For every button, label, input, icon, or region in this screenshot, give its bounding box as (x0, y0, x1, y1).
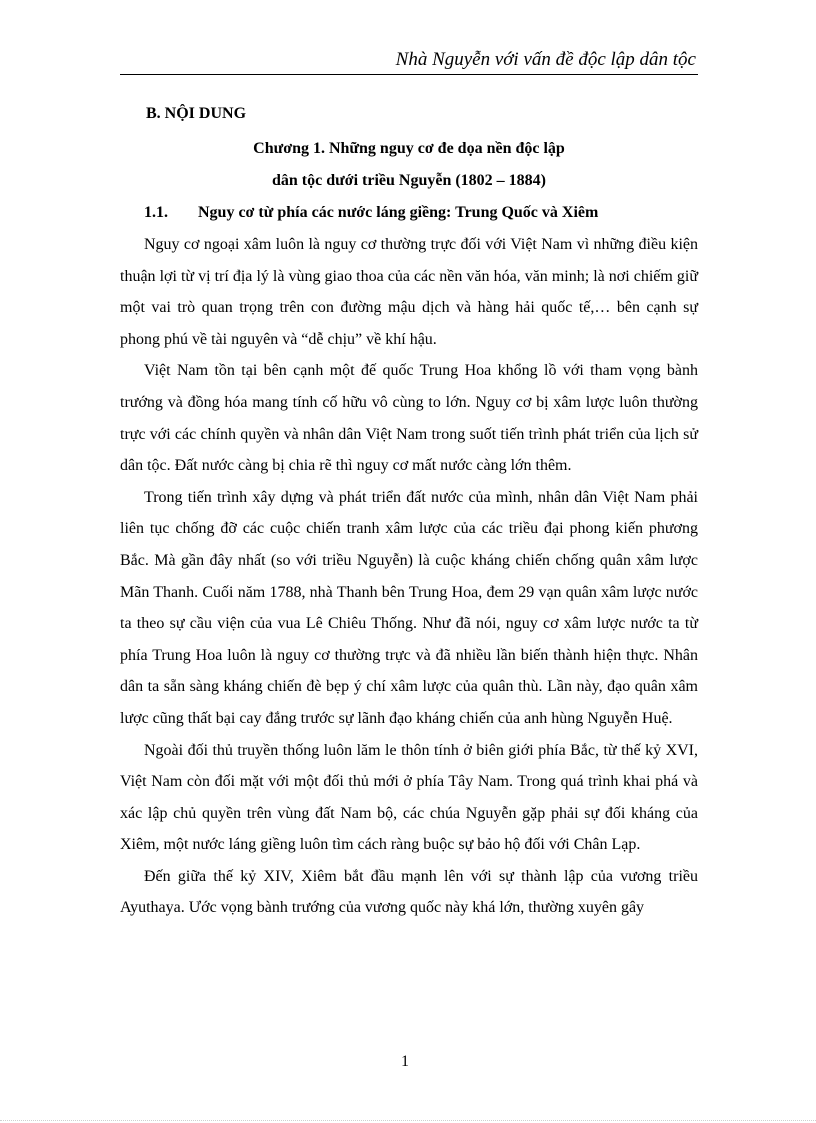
chapter-title-line-1: Chương 1. Những nguy cơ đe dọa nền độc lập (253, 140, 565, 157)
running-header-title: Nhà Nguyễn với vấn đề độc lập dân tộc (395, 49, 696, 70)
section-label: B. NỘI DUNG (146, 105, 247, 122)
document-body (120, 103, 698, 924)
page-header (120, 50, 698, 75)
page-bottom-divider (0, 1120, 816, 1121)
subsection-title: Nguy cơ từ phía các nước láng giềng: Trung Quốc và Xiêm (198, 204, 599, 221)
paragraph: Đến giữa thế kỷ XIV, Xiêm bắt đầu mạnh lên với sự thành lập của vương triều Ayuthaya. Ước vọng bành trướng của vương quốc này khá lớn, thường xuyên gây (120, 867, 698, 917)
chapter-title-line-2: dân tộc dưới triều Nguyễn (1802 – 1884) (271, 172, 546, 189)
paragraph: Việt Nam tồn tại bên cạnh một đế quốc Trung Hoa khổng lồ với tham vọng bành trướng và đồng hóa mang tính cố hữu vô cùng to lớn. Nguy cơ bị xâm lược luôn thường trực với các chính quyền và nhân dân Việt Nam trong suốt tiến trình phát triển của lịch sử dân tộc. Đất nước càng bị chia rẽ thì nguy cơ mất nước càng lớn thêm. (120, 362, 698, 475)
page-number-text: 1 (401, 1053, 409, 1070)
paragraph: Trong tiến trình xây dựng và phát triển đất nước của mình, nhân dân Việt Nam phải liên tục chống đỡ các cuộc chiến tranh xâm lược của các triều đại phong kiến phương Bắc. Mà gần đây nhất (so với triều Nguyễn) là cuộc kháng chiến chống quân xâm lược Mãn Thanh. Cuối năm 1788, nhà Thanh bên Trung Hoa, đem 29 vạn quân xâm lược nước ta theo sự cầu viện của vua Lê Chiêu Thống. Như đã nói, nguy cơ xâm lược nước ta từ phía Trung Hoa luôn là nguy cơ thường trực và đã nhiều lần biến thành hiện thực. Nhân dân ta sẵn sàng kháng chiến đè bẹp ý chí xâm lược của quân thù. Lần này, đạo quân xâm lược cũng thất bại cay đắng trước sự lãnh đạo kháng chiến của anh hùng Nguyễn Huệ. (120, 488, 698, 727)
paragraph: Ngoài đối thủ truyền thống luôn lăm le thôn tính ở biên giới phía Bắc, từ thế kỷ XVI, Việt Nam còn đối mặt với một đối thủ mới ở phía Tây Nam. Trong quá trình khai phá và xác lập chủ quyền trên vùng đất Nam bộ, các chúa Nguyễn gặp phải sự đối kháng của Xiêm, một nước láng giềng luôn tìm cách ràng buộc sự bảo hộ đối với Chân Lạp. (120, 741, 698, 854)
subsection-heading (120, 197, 698, 229)
subsection-number: 1.1. (144, 204, 168, 221)
page-number (0, 1053, 816, 1071)
paragraph: Nguy cơ ngoại xâm luôn là nguy cơ thường trực đối với Việt Nam vì những điều kiện thuận lợi từ vị trí địa lý là vùng giao thoa của các nền văn hóa, văn minh; là nơi chiếm giữ một vai trò quan trọng trên con đường mậu dịch và hàng hải quốc tế,… bên cạnh sự phong phú về tài nguyên và “dễ chịu” về khí hậu. (120, 236, 698, 348)
